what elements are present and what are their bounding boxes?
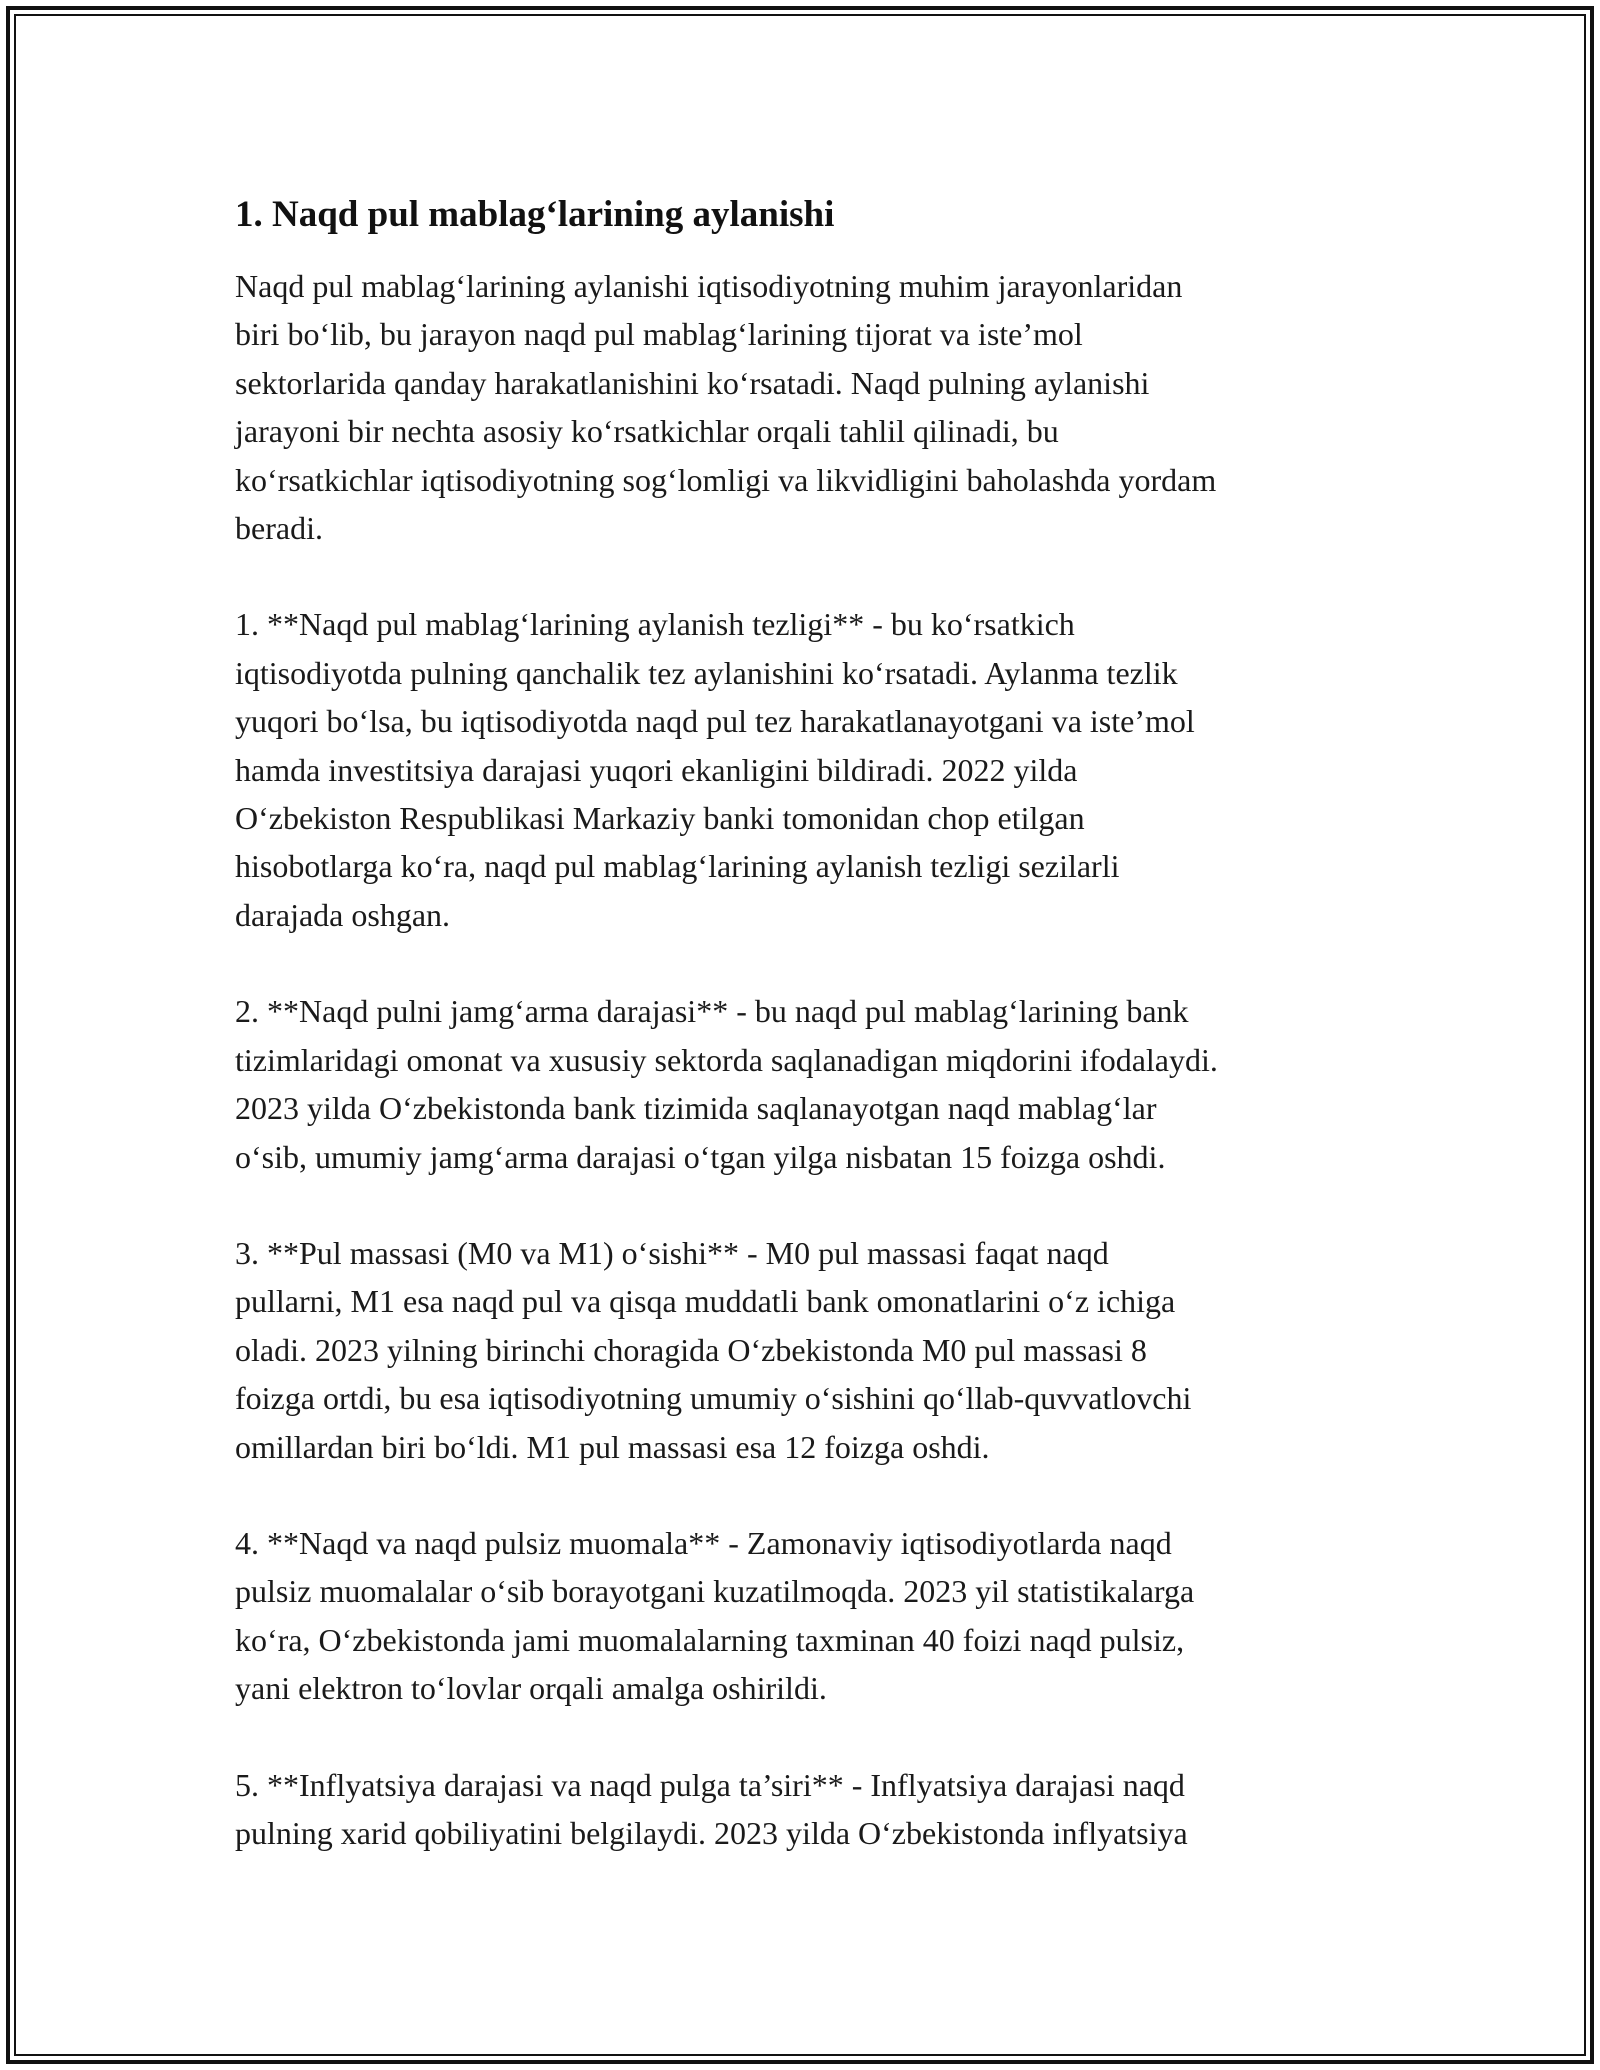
text-line: 1. **Naqd pul mablag‘larining aylanish tezligi** - bu ko‘rsatkich xyxy=(235,606,1075,643)
list-item-money-supply xyxy=(235,1229,1370,1471)
text-line: biri bo‘lib, bu jarayon naqd pul mablag‘larining tijorat va iste’mol xyxy=(235,316,1083,353)
text-line: o‘sib, umumiy jamg‘arma darajasi o‘tgan yilga nisbatan 15 foizga oshdi. xyxy=(235,1138,1166,1175)
text-line: 3. **Pul massasi (M0 va M1) o‘sishi** - M0 pul massasi faqat naqd xyxy=(235,1234,1109,1271)
text-line: Naqd pul mablag‘larining aylanishi iqtisodiyotning muhim jarayonlaridan xyxy=(235,268,1183,304)
text-line: yuqori bo‘lsa, bu iqtisodiyotda naqd pul tez harakatlanayotgani va iste’mol xyxy=(235,703,1195,740)
text-line: jarayoni bir nechta asosiy ko‘rsatkichlar orqali tahlil qilinadi, bu xyxy=(235,413,1059,450)
text-line: pulsiz muomalalar o‘sib borayotgani kuzatilmoqda. 2023 yil statistikalarga xyxy=(235,1573,1195,1610)
document-body xyxy=(235,186,1370,1857)
text-line: foizga ortdi, bu esa iqtisodiyotning umumiy o‘sishini qo‘llab-quvvatlovchi xyxy=(235,1380,1192,1417)
text-line: ko‘rsatkichlar iqtisodiyotning sog‘lomligi va likvidligini baholashda yordam xyxy=(235,461,1217,498)
text-line: 5. **Inflyatsiya darajasi va naqd pulga ta’siri** - Inflyatsiya darajasi naqd xyxy=(235,1766,1185,1803)
text-line: hisobotlarga ko‘ra, naqd pul mablag‘larining aylanish tezligi sezilarli xyxy=(235,848,1120,885)
text-line: tizimlaridagi omonat va xususiy sektorda saqlanadigan miqdorini ifodalaydi. xyxy=(235,1041,1218,1078)
list-item-cashless xyxy=(235,1519,1370,1713)
text-line: O‘zbekiston Respublikasi Markaziy banki tomonidan chop etilgan xyxy=(235,800,1085,837)
list-item-velocity xyxy=(235,600,1370,939)
text-line: iqtisodiyotda pulning qanchalik tez aylanishini ko‘rsatadi. Aylanma tezlik xyxy=(235,654,1178,691)
list-item-savings xyxy=(235,987,1370,1181)
text-line: pullarni, M1 esa naqd pul va qisqa muddatli bank omonatlarini o‘z ichiga xyxy=(235,1283,1176,1320)
text-line: ko‘ra, O‘zbekistonda jami muomalalarning taxminan 40 foizi naqd pulsiz, xyxy=(235,1621,1185,1658)
text-line: 4. **Naqd va naqd pulsiz muomala** - Zamonaviy iqtisodiyotlarda naqd xyxy=(235,1524,1172,1561)
text-line: darajada oshgan. xyxy=(235,896,451,933)
text-line: hamda investitsiya darajasi yuqori ekanligini bildiradi. 2022 yilda xyxy=(235,751,1078,788)
text-line: oladi. 2023 yilning birinchi choragida O‘zbekistonda M0 pul massasi 8 xyxy=(235,1331,1147,1368)
text-line: omillardan biri bo‘ldi. M1 pul massasi esa 12 foizga oshdi. xyxy=(235,1428,990,1465)
text-line: pulning xarid qobiliyatini belgilaydi. 2023 yilda O‘zbekistonda inflyatsiya xyxy=(235,1814,1188,1851)
intro-paragraph xyxy=(235,262,1370,552)
text-line: 2023 yilda O‘zbekistonda bank tizimida saqlanayotgan naqd mablag‘lar xyxy=(235,1090,1157,1127)
text-line: beradi. xyxy=(235,510,323,547)
text-line: yani elektron to‘lovlar orqali amalga oshirildi. xyxy=(235,1670,827,1707)
section-heading: 1. Naqd pul mablag‘larining aylanishi xyxy=(235,194,835,235)
text-line: 2. **Naqd pulni jamg‘arma darajasi** - bu naqd pul mablag‘larining bank xyxy=(235,993,1189,1030)
list-item-inflation xyxy=(235,1761,1370,1858)
text-line: sektorlarida qanday harakatlanishini ko‘rsatadi. Naqd pulning aylanishi xyxy=(235,364,1150,401)
